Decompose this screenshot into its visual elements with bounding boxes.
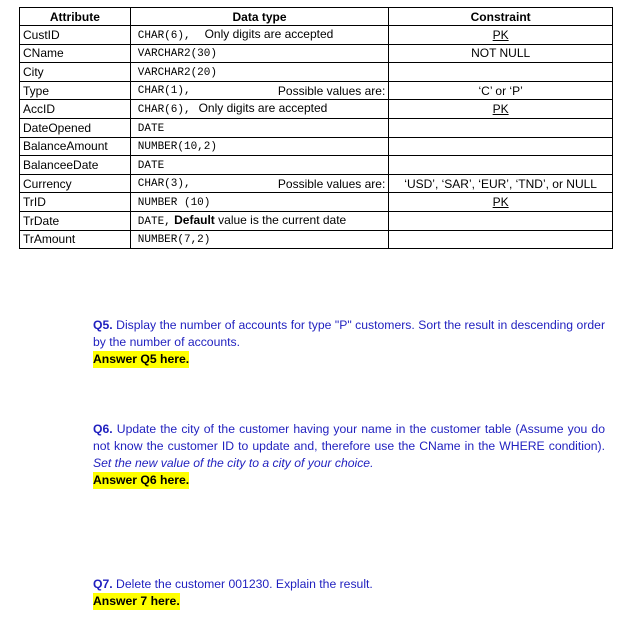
table-row bbox=[20, 230, 613, 249]
question-text: Display the number of accounts for type "P" customers. Sort the result in descending order by the number of accounts. bbox=[93, 318, 605, 349]
constraint-cell bbox=[389, 230, 613, 249]
data-type-cell bbox=[130, 193, 389, 212]
question-q6 bbox=[93, 421, 605, 489]
data-type-cell bbox=[130, 174, 389, 193]
question-number: Q5. bbox=[93, 318, 113, 332]
constraint-cell bbox=[389, 137, 613, 156]
table-row bbox=[20, 193, 613, 212]
question-text: Update the city of the customer having your name in the customer table (Assume you do not know the customer ID to update and, therefore use the CName in the WHERE condition). bbox=[93, 422, 605, 453]
data-type-cell bbox=[130, 81, 389, 100]
data-type-cell bbox=[130, 44, 389, 63]
constraint-cell bbox=[389, 100, 613, 119]
answer-placeholder[interactable]: Answer 7 here. bbox=[93, 594, 180, 608]
answer-placeholder[interactable]: Answer Q6 here. bbox=[93, 473, 190, 487]
constraint-cell bbox=[389, 26, 613, 45]
question-number: Q7. bbox=[93, 577, 113, 591]
table-row bbox=[20, 211, 613, 230]
data-type-cell bbox=[130, 137, 389, 156]
table-header-row bbox=[20, 8, 613, 26]
data-type-default-keyword: Default bbox=[174, 212, 215, 227]
question-number: Q6. bbox=[93, 422, 113, 436]
constraint-value: PK bbox=[492, 27, 509, 42]
attribute-cell: AccID bbox=[20, 100, 131, 119]
constraint-value: PK bbox=[492, 195, 509, 210]
answer-placeholder[interactable]: Answer Q5 here. bbox=[93, 352, 190, 366]
data-type-code: NUMBER(10,2) bbox=[137, 141, 217, 154]
data-type-note: Only digits are accepted bbox=[204, 26, 334, 41]
attribute-cell: BalanceeDate bbox=[20, 156, 131, 175]
attribute-cell: Type bbox=[20, 81, 131, 100]
data-type-note: Possible values are: bbox=[277, 83, 386, 98]
data-type-cell bbox=[130, 230, 389, 249]
data-type-code: VARCHAR2(30) bbox=[137, 48, 217, 61]
attribute-cell: Currency bbox=[20, 174, 131, 193]
data-type-code: DATE, bbox=[137, 215, 171, 228]
header-attribute: Attribute bbox=[20, 8, 131, 26]
constraint-cell bbox=[389, 211, 613, 230]
header-data-type: Data type bbox=[130, 8, 389, 26]
schema-table bbox=[19, 7, 613, 249]
data-type-cell bbox=[130, 100, 389, 119]
data-type-code: DATE bbox=[137, 159, 165, 172]
table-row bbox=[20, 118, 613, 137]
constraint-cell bbox=[389, 118, 613, 137]
data-type-cell bbox=[130, 26, 389, 45]
data-type-cell bbox=[130, 156, 389, 175]
attribute-cell: City bbox=[20, 63, 131, 82]
constraint-cell: ‘USD’, ‘SAR’, ‘EUR’, ‘TND’, or NULL bbox=[389, 174, 613, 193]
attribute-cell: CustID bbox=[20, 26, 131, 45]
table-row bbox=[20, 26, 613, 45]
data-type-cell bbox=[130, 118, 389, 137]
data-type-cell bbox=[130, 211, 389, 230]
constraint-cell bbox=[389, 193, 613, 212]
data-type-note: Only digits are accepted bbox=[198, 101, 328, 116]
question-q5 bbox=[93, 317, 605, 368]
data-type-code: DATE bbox=[137, 122, 165, 135]
attribute-cell: TrAmount bbox=[20, 230, 131, 249]
attribute-cell: TrDate bbox=[20, 211, 131, 230]
data-type-code: VARCHAR2(20) bbox=[137, 66, 217, 79]
attribute-cell: TrID bbox=[20, 193, 131, 212]
constraint-cell: ‘C’ or ‘P’ bbox=[389, 81, 613, 100]
data-type-note: Possible values are: bbox=[277, 176, 386, 191]
question-text: Delete the customer 001230. Explain the result. bbox=[116, 577, 373, 591]
constraint-cell: NOT NULL bbox=[389, 44, 613, 63]
question-q7 bbox=[93, 576, 605, 610]
attribute-cell: DateOpened bbox=[20, 118, 131, 137]
data-type-note: value is the current date bbox=[218, 212, 347, 227]
table-row bbox=[20, 174, 613, 193]
constraint-cell bbox=[389, 156, 613, 175]
constraint-value: PK bbox=[492, 102, 509, 117]
data-type-code: CHAR(1), bbox=[137, 84, 191, 97]
data-type-code: CHAR(6), bbox=[137, 29, 191, 42]
table-row bbox=[20, 156, 613, 175]
attribute-cell: BalanceAmount bbox=[20, 137, 131, 156]
table-row bbox=[20, 44, 613, 63]
data-type-code: CHAR(6), bbox=[137, 104, 191, 117]
table-row bbox=[20, 137, 613, 156]
data-type-code: NUMBER (10) bbox=[137, 197, 211, 210]
constraint-cell bbox=[389, 63, 613, 82]
data-type-code: CHAR(3), bbox=[137, 177, 191, 190]
data-type-code: NUMBER(7,2) bbox=[137, 234, 211, 247]
table-row bbox=[20, 81, 613, 100]
table-row bbox=[20, 63, 613, 82]
attribute-cell: CName bbox=[20, 44, 131, 63]
question-italic-note: Set the new value of the city to a city of your choice. bbox=[93, 456, 374, 470]
table-row bbox=[20, 100, 613, 119]
header-constraint: Constraint bbox=[389, 8, 613, 26]
data-type-cell bbox=[130, 63, 389, 82]
